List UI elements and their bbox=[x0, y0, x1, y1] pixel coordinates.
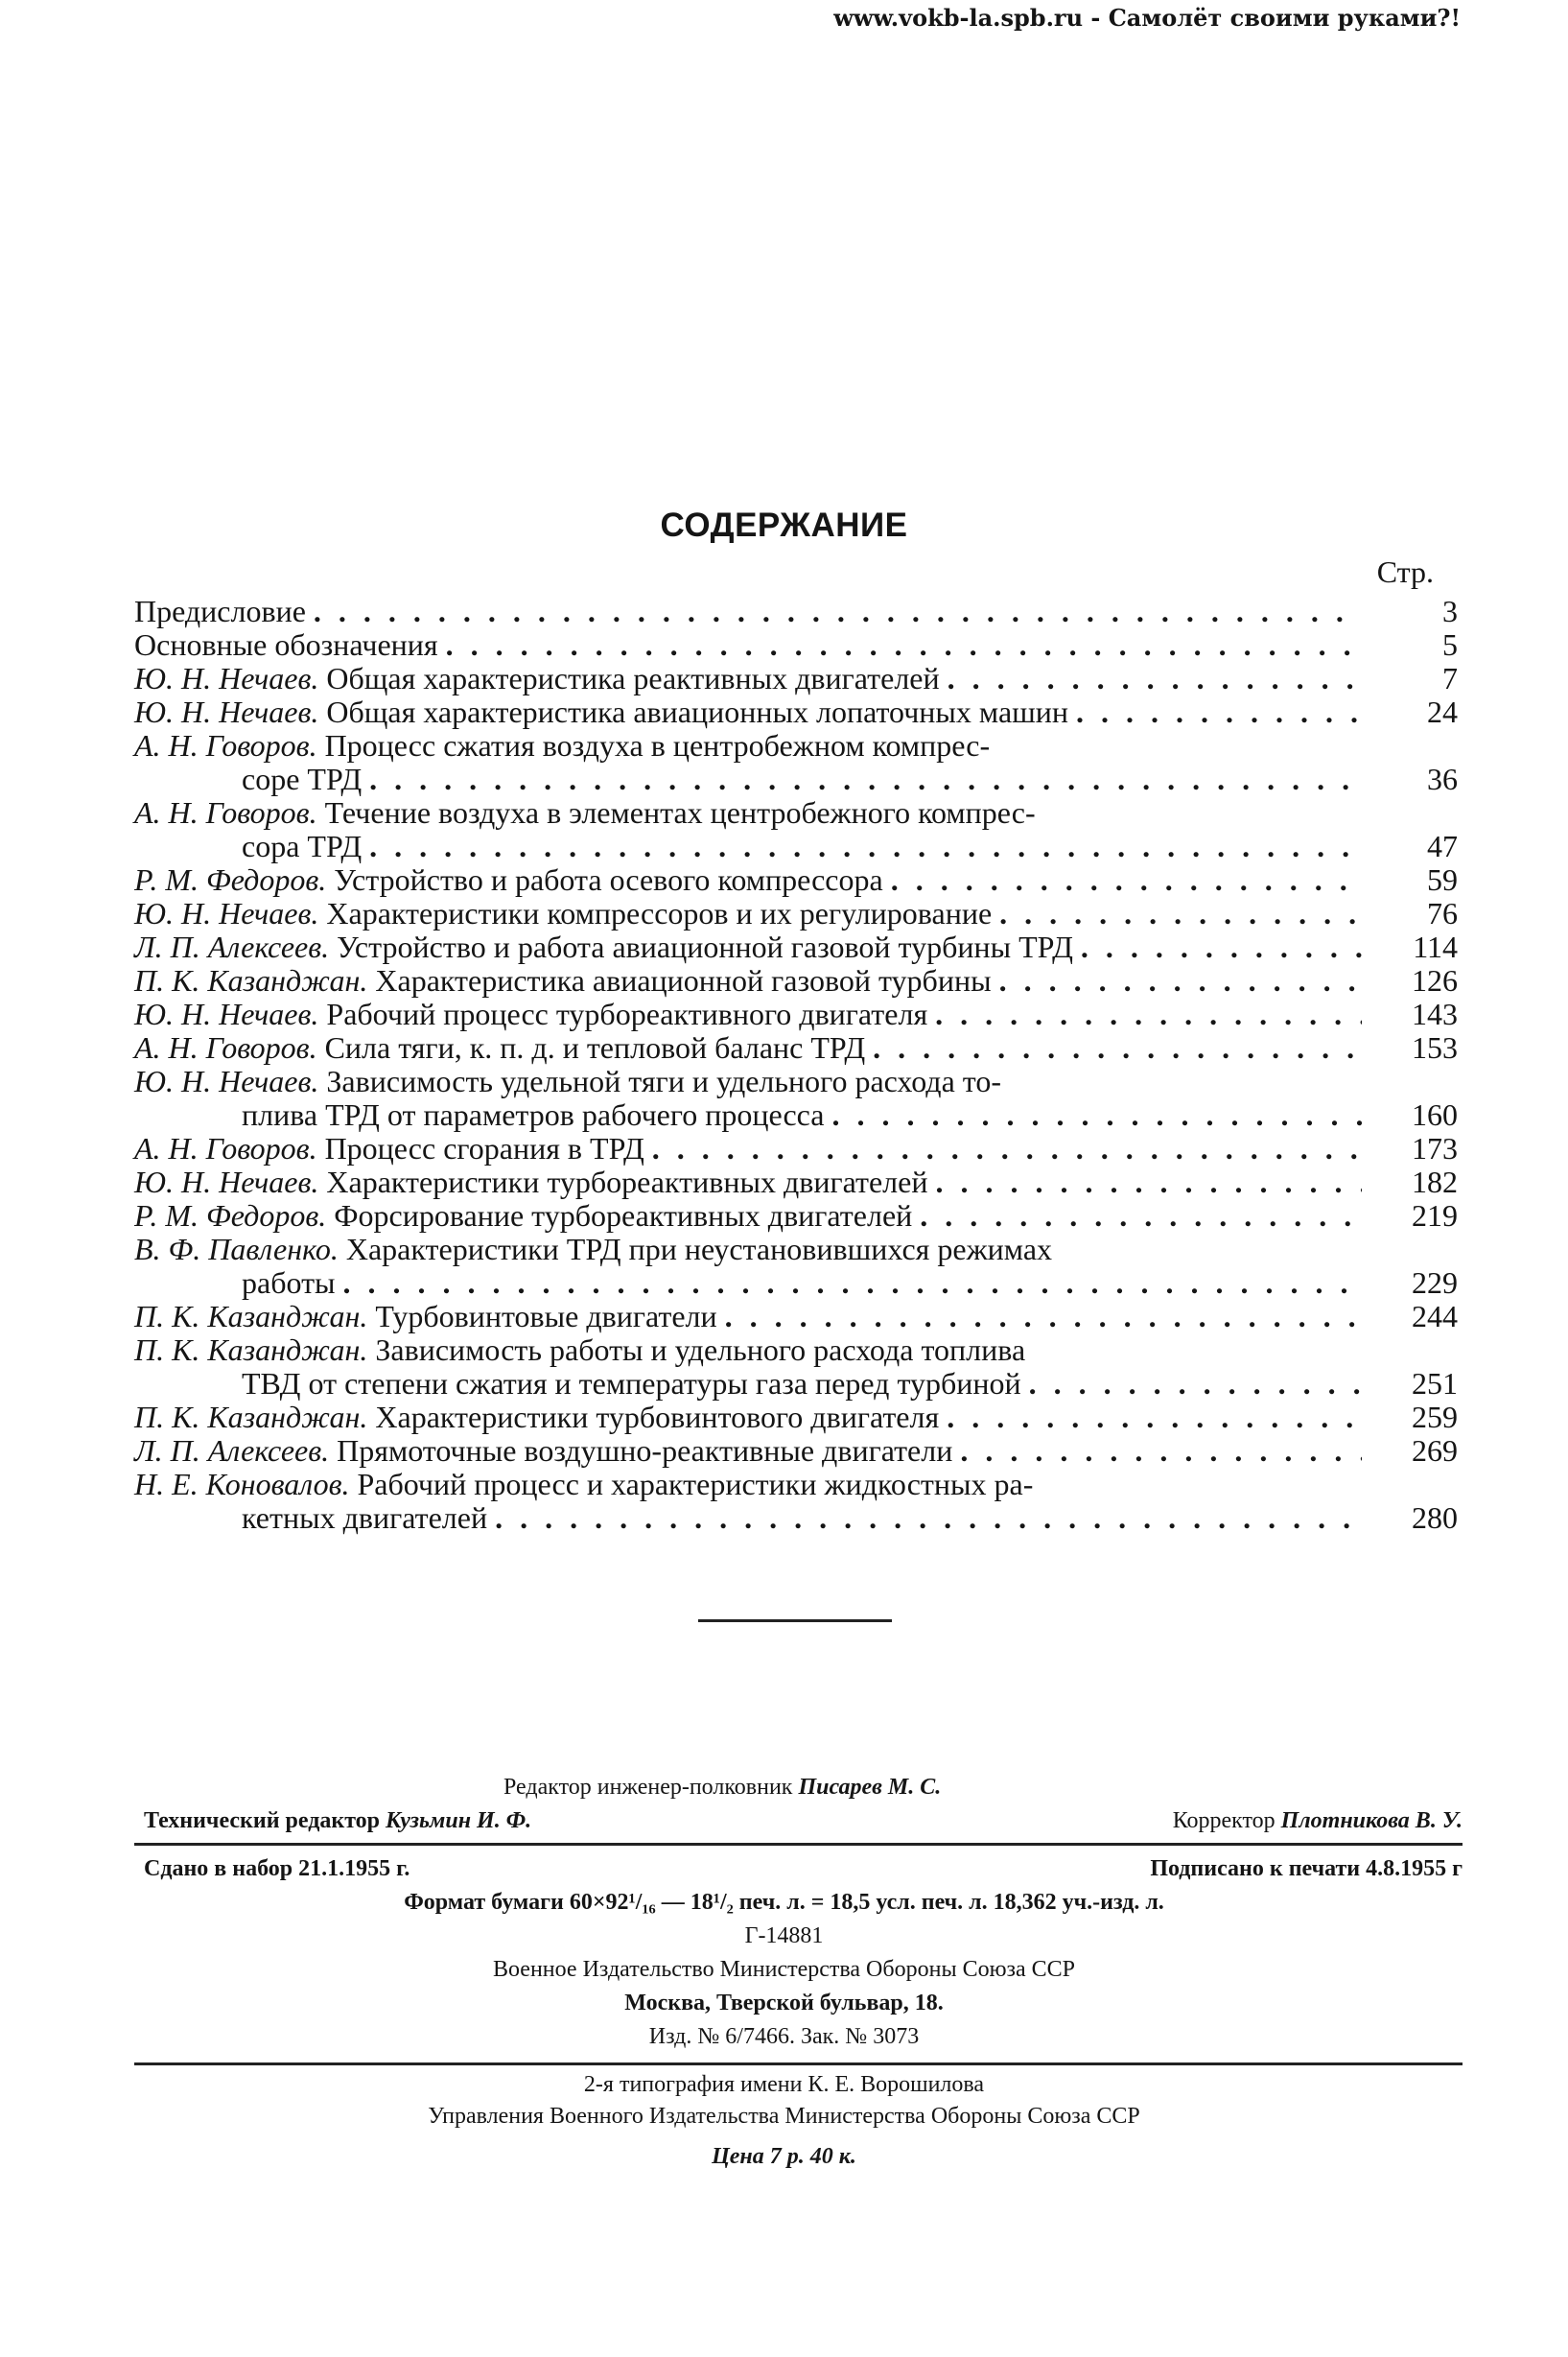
dot-leader bbox=[831, 1098, 1362, 1132]
dot-leader bbox=[369, 763, 1362, 796]
toc-line bbox=[134, 662, 1458, 695]
toc-entry bbox=[134, 1333, 1458, 1401]
toc-line bbox=[134, 1468, 1458, 1501]
toc-entry bbox=[134, 1401, 1458, 1434]
toc-line bbox=[134, 695, 1458, 729]
toc-line bbox=[134, 830, 1458, 863]
toc-title: Турбовинтовые двигатели bbox=[375, 1299, 717, 1333]
dot-leader bbox=[1081, 931, 1362, 964]
toc-entry bbox=[134, 897, 1458, 931]
toc-author: А. Н. Говоров. bbox=[134, 795, 317, 830]
toc-title: Процесс сгорания в ТРД bbox=[324, 1131, 644, 1166]
toc-page-number: 244 bbox=[1412, 1299, 1458, 1333]
toc-line bbox=[134, 796, 1458, 830]
toc-entry bbox=[134, 1166, 1458, 1199]
toc-page-number: 219 bbox=[1412, 1198, 1458, 1233]
toc-entry bbox=[134, 628, 1458, 662]
editor-line bbox=[503, 1775, 941, 1801]
corrector-line bbox=[1173, 1808, 1463, 1834]
dot-leader bbox=[369, 830, 1362, 863]
toc-line bbox=[134, 763, 1458, 796]
publisher: Военное Издательство Министерства Обороны Союза ССР bbox=[493, 1957, 1075, 1982]
toc-title: Характеристики турбовинтового двигателя bbox=[375, 1400, 940, 1434]
toc-entry bbox=[134, 1300, 1458, 1333]
page-title: СОДЕРЖАНИЕ bbox=[660, 507, 908, 544]
dot-leader bbox=[495, 1501, 1362, 1535]
toc-author: П. К. Казанджан. bbox=[134, 1299, 368, 1333]
toc-entry bbox=[134, 863, 1458, 897]
toc-line bbox=[134, 595, 1458, 628]
dot-leader bbox=[1029, 1367, 1362, 1401]
toc-title: Характеристики турбореактивных двигателей bbox=[326, 1165, 928, 1199]
dot-leader bbox=[948, 662, 1362, 695]
toc-author: П. К. Казанджан. bbox=[134, 1400, 368, 1434]
toc-page-number: 5 bbox=[1442, 627, 1458, 662]
toc-entry bbox=[134, 729, 1458, 796]
toc-title: Течение воздуха в элементах центробежного компрес- bbox=[324, 795, 1036, 830]
signed-date: Подписано к печати 4.8.1955 г bbox=[1150, 1856, 1463, 1881]
toc-title: Рабочий процесс и характеристики жидкостных ра- bbox=[357, 1467, 1034, 1501]
toc-title: Рабочий процесс турбореактивного двигателя bbox=[326, 997, 928, 1031]
toc-page-number: 173 bbox=[1412, 1131, 1458, 1166]
toc-title: сора ТРД bbox=[242, 829, 363, 863]
toc-author: Ю. Н. Нечаев. bbox=[134, 661, 319, 695]
toc-line bbox=[134, 1434, 1458, 1468]
toc-title: Зависимость удельной тяги и удельного расхода то- bbox=[326, 1064, 1001, 1098]
price: Цена 7 р. 40 к. bbox=[712, 2144, 856, 2169]
toc-entry bbox=[134, 1132, 1458, 1166]
dot-leader bbox=[873, 1031, 1362, 1065]
dot-leader bbox=[1076, 695, 1362, 729]
toc-title: кетных двигателей bbox=[242, 1500, 488, 1535]
toc-author: Ю. Н. Нечаев. bbox=[134, 695, 319, 729]
toc-line bbox=[134, 628, 1458, 662]
toc-title: Характеристики компрессоров и их регулирование bbox=[326, 896, 993, 931]
toc-author: Ю. Н. Нечаев. bbox=[134, 896, 319, 931]
site-header: www.vokb-la.spb.ru - Самолёт своими руками?! bbox=[833, 4, 1461, 32]
toc-entry bbox=[134, 998, 1458, 1031]
toc-entry bbox=[134, 1065, 1458, 1132]
dot-leader bbox=[947, 1401, 1362, 1434]
toc-page-number: 160 bbox=[1412, 1097, 1458, 1132]
order-number: Изд. № 6/7466. Зак. № 3073 bbox=[648, 2024, 920, 2049]
toc-title: Основные обозначения bbox=[134, 627, 438, 662]
toc-title: Прямоточные воздушно-реактивные двигатели bbox=[337, 1433, 953, 1468]
toc-title: работы bbox=[242, 1265, 336, 1300]
toc-author: Р. М. Федоров. bbox=[134, 862, 327, 897]
dot-leader bbox=[343, 1266, 1362, 1300]
toc-title: Процесс сжатия воздуха в центробежном компрес- bbox=[324, 728, 991, 763]
toc-page-number: 182 bbox=[1412, 1165, 1458, 1199]
toc-line bbox=[134, 897, 1458, 931]
toc-line bbox=[134, 1300, 1458, 1333]
toc-page-number: 126 bbox=[1412, 963, 1458, 998]
toc-page-number: 269 bbox=[1412, 1433, 1458, 1468]
toc-author: А. Н. Говоров. bbox=[134, 728, 317, 763]
toc-title: соре ТРД bbox=[242, 762, 363, 796]
corrector-label: Корректор bbox=[1172, 1808, 1275, 1833]
tech-editor-line bbox=[144, 1808, 531, 1834]
tech-editor-label: Технический редактор bbox=[144, 1808, 381, 1833]
tech-editor-name: Кузьмин И. Ф. bbox=[386, 1808, 532, 1833]
toc-page-number: 36 bbox=[1427, 762, 1458, 796]
toc-line bbox=[134, 1132, 1458, 1166]
dot-leader bbox=[652, 1132, 1362, 1166]
dot-leader bbox=[935, 998, 1362, 1031]
toc-line bbox=[134, 1233, 1458, 1266]
toc-page-number: 153 bbox=[1412, 1030, 1458, 1065]
toc-author: П. К. Казанджан. bbox=[134, 963, 368, 998]
toc-page-number: 229 bbox=[1412, 1265, 1458, 1300]
dot-leader bbox=[314, 595, 1362, 628]
toc-entry bbox=[134, 931, 1458, 964]
toc-author: Л. П. Алексеев. bbox=[134, 1433, 330, 1468]
toc-entry bbox=[134, 1031, 1458, 1065]
toc-page-number: 47 bbox=[1427, 829, 1458, 863]
toc-page-number: 3 bbox=[1442, 594, 1458, 628]
toc-title: Сила тяги, к. п. д. и тепловой баланс ТРД bbox=[324, 1030, 866, 1065]
dot-leader bbox=[999, 964, 1362, 998]
toc-author: Ю. Н. Нечаев. bbox=[134, 1064, 319, 1098]
toc-author: А. Н. Говоров. bbox=[134, 1131, 317, 1166]
toc-line bbox=[134, 863, 1458, 897]
dot-leader bbox=[446, 628, 1362, 662]
toc-line bbox=[134, 1031, 1458, 1065]
editor-name: Писарев М. С. bbox=[798, 1775, 942, 1800]
page-column-label: Стр. bbox=[1376, 554, 1434, 589]
imprint-rule-top bbox=[134, 1843, 1463, 1846]
toc-author: П. К. Казанджан. bbox=[134, 1332, 368, 1367]
toc-author: Л. П. Алексеев. bbox=[134, 930, 330, 964]
dot-leader bbox=[935, 1166, 1362, 1199]
toc-author: В. Ф. Павленко. bbox=[134, 1232, 339, 1266]
toc-title: Устройство и работа авиационной газовой турбины ТРД bbox=[337, 930, 1073, 964]
toc-line bbox=[134, 729, 1458, 763]
typeset-date: Сдано в набор 21.1.1955 г. bbox=[144, 1856, 410, 1881]
toc-page-number: 251 bbox=[1412, 1366, 1458, 1401]
toc-title: Устройство и работа осевого компрессора bbox=[334, 862, 883, 897]
dot-leader bbox=[960, 1434, 1362, 1468]
dot-leader bbox=[725, 1300, 1362, 1333]
toc-line bbox=[134, 1501, 1458, 1535]
toc-title: Зависимость работы и удельного расхода топлива bbox=[375, 1332, 1026, 1367]
toc-title: Характеристика авиационной газовой турбины bbox=[375, 963, 992, 998]
toc-page-number: 24 bbox=[1427, 695, 1458, 729]
toc-entry bbox=[134, 1434, 1458, 1468]
toc-title: Предисловие bbox=[134, 594, 306, 628]
printer-line-1: 2-я типография имени К. Е. Ворошилова bbox=[583, 2072, 985, 2097]
toc-entry bbox=[134, 595, 1458, 628]
toc-entry bbox=[134, 964, 1458, 998]
toc-title: Общая характеристика реактивных двигателей bbox=[326, 661, 940, 695]
divider bbox=[698, 1619, 892, 1622]
dot-leader bbox=[999, 897, 1362, 931]
toc-author: Ю. Н. Нечаев. bbox=[134, 1165, 319, 1199]
toc-entry bbox=[134, 695, 1458, 729]
toc-line bbox=[134, 1065, 1458, 1098]
toc-line bbox=[134, 1166, 1458, 1199]
imprint-rule-bottom bbox=[134, 2062, 1463, 2065]
paper-format: Формат бумаги 60×92¹/₁₆ — 18¹/₂ печ. л. = 18,5 усл. печ. л. 18,362 уч.-изд. л. bbox=[404, 1890, 1164, 1915]
toc-author: А. Н. Говоров. bbox=[134, 1030, 317, 1065]
publisher-address: Москва, Тверской бульвар, 18. bbox=[624, 1991, 944, 2015]
toc-line bbox=[134, 964, 1458, 998]
toc-line bbox=[134, 1199, 1458, 1233]
toc-line bbox=[134, 998, 1458, 1031]
corrector-name: Плотникова В. У. bbox=[1280, 1808, 1463, 1833]
toc-page-number: 7 bbox=[1442, 661, 1458, 695]
toc-title: Общая характеристика авиационных лопаточных машин bbox=[326, 695, 1069, 729]
toc-title: ТВД от степени сжатия и температуры газа перед турбиной bbox=[242, 1366, 1021, 1401]
toc-page-number: 143 bbox=[1412, 997, 1458, 1031]
toc-line bbox=[134, 1098, 1458, 1132]
toc-title: Форсирование турбореактивных двигателей bbox=[334, 1198, 913, 1233]
toc-page-number: 114 bbox=[1413, 930, 1458, 964]
code-number: Г-14881 bbox=[744, 1923, 824, 1948]
toc-author: Н. Е. Коновалов. bbox=[134, 1467, 350, 1501]
toc-line bbox=[134, 1266, 1458, 1300]
toc-line bbox=[134, 1401, 1458, 1434]
toc-entry bbox=[134, 796, 1458, 863]
toc-line bbox=[134, 1333, 1458, 1367]
toc-page-number: 76 bbox=[1427, 896, 1458, 931]
toc-entry bbox=[134, 662, 1458, 695]
toc-line bbox=[134, 1367, 1458, 1401]
toc-title: плива ТРД от параметров рабочего процесса bbox=[242, 1097, 825, 1132]
toc-page-number: 259 bbox=[1412, 1400, 1458, 1434]
toc-page-number: 280 bbox=[1412, 1500, 1458, 1535]
toc-line bbox=[134, 931, 1458, 964]
toc-entry bbox=[134, 1233, 1458, 1300]
dot-leader bbox=[891, 863, 1362, 897]
editor-label: Редактор инженер-полковник bbox=[503, 1775, 793, 1800]
printer-line-2: Управления Военного Издательства Министерства Обороны Союза ССР bbox=[428, 2104, 1140, 2129]
toc-author: Р. М. Федоров. bbox=[134, 1198, 327, 1233]
table-of-contents bbox=[134, 595, 1458, 1535]
toc-entry bbox=[134, 1199, 1458, 1233]
toc-author: Ю. Н. Нечаев. bbox=[134, 997, 319, 1031]
dot-leader bbox=[920, 1199, 1362, 1233]
toc-title: Характеристики ТРД при неустановившихся режимах bbox=[345, 1232, 1053, 1266]
toc-page-number: 59 bbox=[1427, 862, 1458, 897]
toc-entry bbox=[134, 1468, 1458, 1535]
